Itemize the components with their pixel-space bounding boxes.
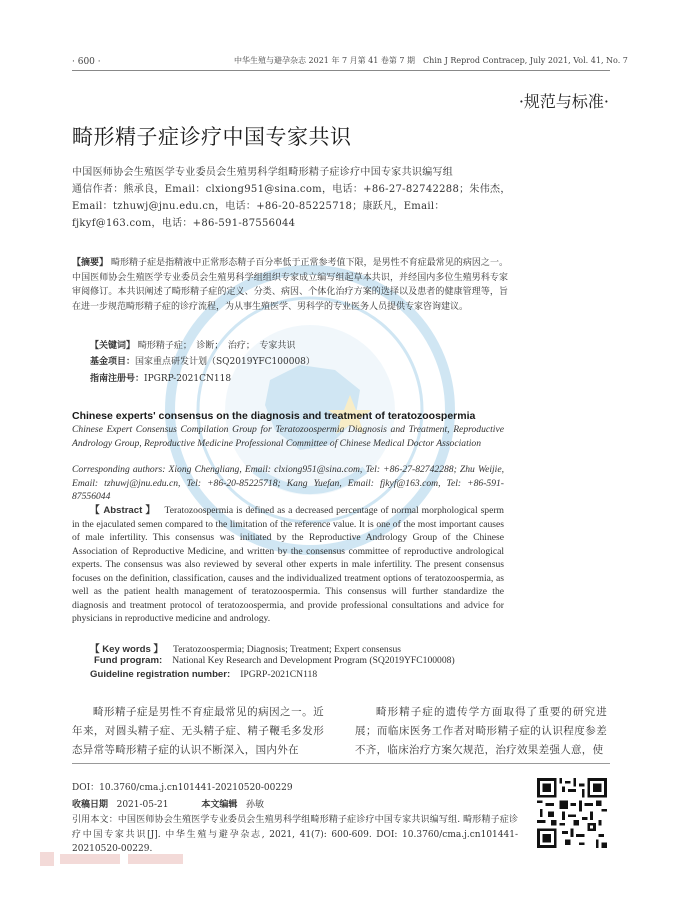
registration-cn-label: 指南注册号： [90, 374, 145, 384]
journal-info: 中华生殖与避孕杂志 2021 年 7 月第 41 卷第 7 期 Chin J Reprod Contracep, July 2021, Vol. 41, No. 7 [234, 56, 628, 65]
received-label: 收稿日期 [72, 800, 109, 810]
body-column-2: 畸形精子症的遗传学方面取得了重要的研究进展；而临床医务工作者对畸形精子症的认识程度参差不齐，临床治疗方案欠规范，治疗效果差强人意，使 [355, 706, 607, 756]
registration-cn-text: IPGRP-2021CN118 [144, 374, 232, 384]
keywords-cn-text: 畸形精子症； 诊断； 治疗； 专家共识 [137, 341, 296, 351]
keywords-en [90, 641, 401, 655]
keywords-en-text: Teratozoospermia; Diagnosis; Treatment; Expert consensus [173, 644, 401, 655]
section-tag: ·规范与标准· [518, 92, 609, 111]
fund-cn-label: 基金项目： [90, 357, 136, 367]
received-info [72, 797, 264, 810]
editor-label: 本文编辑 [201, 800, 238, 810]
fund-en-text: National Key Research and Development Program (SQ2019YFC100008) [172, 655, 455, 666]
registration-cn [90, 371, 231, 384]
corresponding-authors-en: Corresponding authors: Xiong Chengliang, Email: clxiong951@sina.com, Tel: +86-27-82742288; Zhu Weijie, Email: tzhuwj@jnu.edu.cn, Tel: +86-20-85225718; Kang Yuefan, Email: fjkyf@163.com, Tel: +86-591-87556044 [72, 464, 504, 502]
fund-en [94, 655, 455, 666]
publisher-stamp-icon [40, 848, 190, 870]
abstract-cn-text: 畸形精子症是指精液中正常形态精子百分率低于正常参考值下限，是男性不育症最常见的病因之一。中国医师协会生殖医学专业委员会生殖男科学组组织专家成立编写组起草本共识，并经国内多位生殖男科专家审阅修订。本共识阐述了畸形精子症的定义、分类、病因、个体化治疗方案的选择以及患者的健康管理等，旨在进一步规范畸形精子症的诊疗流程，为从事生殖医学、男科学的专业医务人员提供专家咨询建议。 [72, 258, 508, 312]
header-rule [72, 70, 610, 71]
abstract-en-label: 【 Abstract 】 [90, 505, 156, 516]
abstract-cn [72, 256, 508, 314]
fund-cn [90, 354, 315, 367]
qr-code-icon[interactable] [537, 778, 607, 848]
registration-en [90, 669, 317, 680]
keywords-en-label: 【 Key words 】 [90, 644, 164, 655]
received-date: 2021-05-21 [116, 800, 169, 810]
keywords-cn [90, 338, 295, 351]
editor-name: 孙敏 [245, 800, 264, 810]
abstract-en [72, 504, 504, 626]
registration-en-text: IPGRP-2021CN118 [240, 669, 318, 680]
authors-en: Chinese Expert Consensus Compilation Group for Teratozoospermia Diagnosis and Treatment, Reproductive Andrology Group, Reproductive Medicine Professional Committee of Chinese Medical Doctor Association [72, 424, 504, 449]
registration-en-label: Guideline registration number: [90, 669, 231, 680]
article-title-en: Chinese experts' consensus on the diagnosis and treatment of teratozoospermia [72, 410, 476, 422]
citation: 引用本文：中国医师协会生殖医学专业委员会生殖男科学组畸形精子症诊疗中国专家共识编写组. 畸形精子症诊疗中国专家共识[J]. 中华生殖与避孕杂志, 2021, 41(7): 600-609. DOI: 10.3760/cma.j.cn101441-20210520-00229. [72, 815, 518, 854]
page-number: · 600 · [72, 57, 101, 67]
body-column-1: 畸形精子症是男性不育症最常见的病因之一。近年来，对圆头精子症、无头精子症、精子鞭毛多发形态异常等畸形精子症的认识不断深入，国内外在 [72, 706, 324, 756]
footer-rule [72, 763, 610, 764]
article-title-cn: 畸形精子症诊疗中国专家共识 [72, 125, 352, 149]
keywords-cn-label: 【关键词】 [90, 341, 136, 351]
fund-cn-text: 国家重点研发计划（SQ2019YFC100008） [135, 357, 315, 367]
authors-cn: 中国医师协会生殖医学专业委员会生殖男科学组畸形精子症诊疗中国专家共识编写组 通信作者：熊承良，Email：clxiong951@sina.com，电话：+86-27-82742288；朱伟杰，Email：tzhuwj@jnu.edu.cn，电话：+86-20-85225718；康跃凡，Email：fjkyf@163.com，电话：+86-591-87556044 [72, 167, 511, 229]
abstract-cn-label: 【摘要】 [72, 258, 109, 268]
doi[interactable]: DOI：10.3760/cma.j.cn101441-20210520-00229 [72, 783, 293, 793]
fund-en-label: Fund program: [94, 655, 163, 666]
abstract-en-text: Teratozoospermia is defined as a decreased percentage of normal morphological sperm in the ejaculated semen compared to the limitation of the reference value. It is one of the most important causes of male infertility. This consensus was initiated by the Reproductive Andrology Group of the Chinese Association of Reproductive Medicine, and written by the consensus committee of reproductive andrological experts. The consensus was also reviewed by several other experts in male infertility. The present consensus focuses on the definition, classification, causes and the individualized treatment options of teratozoospermia, as well as the patient health management of teratozoospermia. This consensus will further standardize the diagnosis and treatment protocol of teratozoospermia, and provide professional consultations and advice for physicians in reproductive medicine and andrology. [72, 505, 505, 624]
